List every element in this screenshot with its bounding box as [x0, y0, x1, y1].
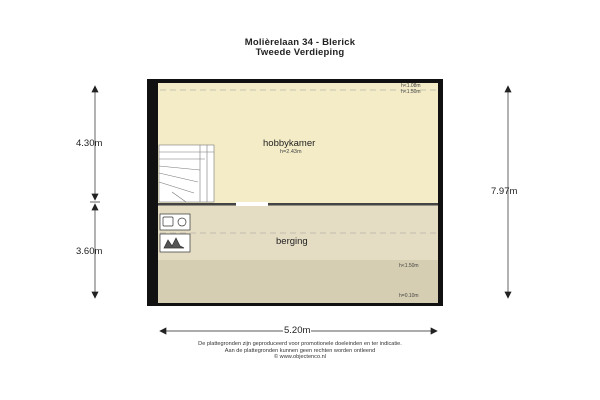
- ceiling-note-mid: h<1.50m: [399, 263, 419, 269]
- room-label-hobbykamer: hobbykamer: [263, 138, 316, 149]
- door-opening: [236, 202, 268, 206]
- disclaimer-line-1: De plattegronden zijn geproduceerd voor promotionele doeleinden en ter indicatie.: [198, 341, 402, 347]
- left-dimension-lines: [90, 86, 100, 298]
- low-ceiling-zone: [158, 260, 438, 303]
- plan-title: Molièrelaan 34 - Blerick: [244, 37, 356, 48]
- dimension-right: 7.97m: [491, 186, 518, 197]
- plan-subtitle: Tweede Verdieping: [255, 47, 345, 58]
- dimension-left-bottom: 3.60m: [76, 246, 103, 257]
- ceiling-note-top-a: h<1.08m: [401, 83, 421, 89]
- room-label-berging: berging: [276, 236, 308, 247]
- dividing-wall: [158, 203, 438, 206]
- dimension-left-top: 4.30m: [76, 138, 103, 149]
- staircase: [159, 145, 214, 202]
- ceiling-note-top-b: h<1.50m: [401, 89, 421, 95]
- disclaimer-line-3: © www.objectenco.nl: [273, 354, 326, 360]
- disclaimer-line-2: Aan de plattegronden kunnen geen rechten worden ontleend: [224, 347, 376, 354]
- ceiling-note-bottom: h=0.10m: [399, 293, 419, 299]
- room-height-hobbykamer: h=2.43m: [280, 149, 302, 155]
- dimension-bottom: 5.20m: [284, 325, 311, 336]
